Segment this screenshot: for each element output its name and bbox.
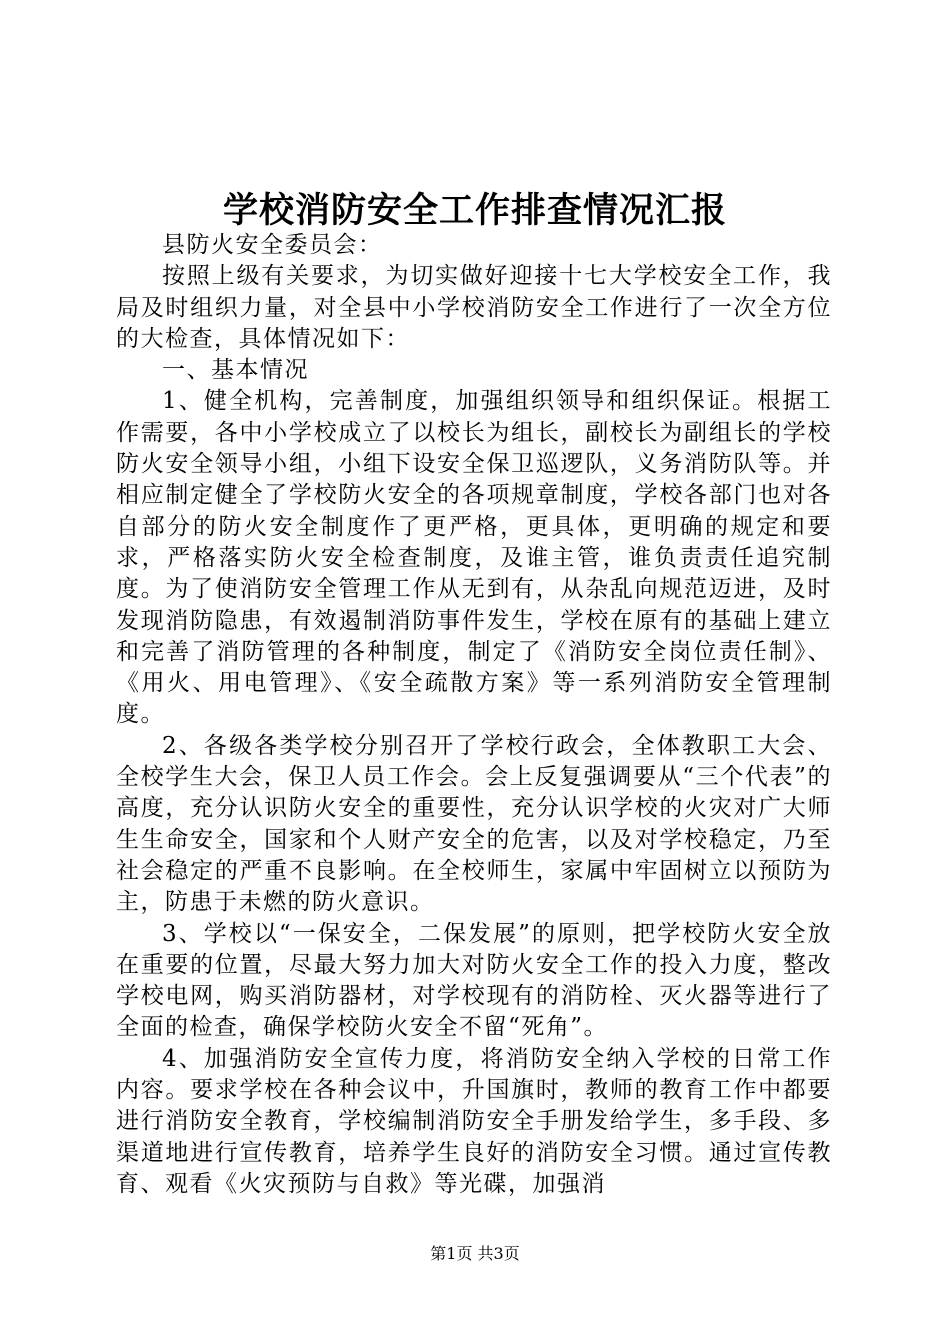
paragraph-2: 2、各级各类学校分别召开了学校行政会，全体教职工大会、全校学生大会，保卫人员工作会。会上反复强调要从“三个代表”的高度，充分认识防火安全的重要性，充分认识学校的火灾对广大师生生命安全，国家和个人财产安全的危害，以及对学校稳定，乃至社会稳定的严重不良影响。在全校师生，家属中牢固树立以预防为主，防患于未燃的防火意识。 [116, 732, 832, 916]
section-heading: 一、基本情况 [162, 357, 309, 384]
paragraph-1: 1、健全机构，完善制度，加强组织领导和组织保证。根据工作需要，各中小学校成立了以校长为组长，副校长为副组长的学校防火安全领导小组，小组下设安全保卫巡逻队，义务消防队等。并相应制定健全了学校防火安全的各项规章制度，学校各部门也对各自部分的防火安全制度作了更严格，更具体，更明确的规定和要求，严格落实防火安全检查制度，及谁主管，谁负责责任追究制度。为了使消防安全管理工作从无到有，从杂乱向规范迈进，及时发现消防隐患，有效遏制消防事件发生，学校在原有的基础上建立和完善了消防管理的各种制度，制定了《消防安全岗位责任制》、《用火、用电管理》、《安全疏散方案》等一系列消防安全管理制度。 [116, 388, 832, 728]
document-title: 学校消防安全工作排查情况汇报 [222, 190, 727, 231]
page-footer: 第1页 共3页 [430, 1244, 520, 1263]
salutation: 县防火安全委员会： [162, 232, 383, 258]
paragraph-intro: 按照上级有关要求，为切实做好迎接十七大学校安全工作，我局及时组织力量，对全县中小学校消防安全工作进行了一次全方位的大检查，具体情况如下： [116, 263, 832, 352]
paragraph-4: 4、加强消防安全宣传力度，将消防安全纳入学校的日常工作内容。要求学校在各种会议中，升国旗时，教师的教育工作中都要进行消防安全教育，学校编制消防安全手册发给学生，多手段、多渠道地进行宣传教育，培养学生良好的消防安全习惯。通过宣传教育、观看《火灾预防与自救》等光碟，加强消 [116, 1045, 832, 1197]
document-body [116, 230, 832, 1200]
paragraph-3: 3、学校以“一保安全，二保发展”的原则，把学校防火安全放在重要的位置，尽最大努力加大对防火安全工作的投入力度，整改学校电网，购买消防器材，对学校现有的消防栓、灭火器等进行了全面的检查，确保学校防火安全不留“死角”。 [116, 920, 832, 1041]
